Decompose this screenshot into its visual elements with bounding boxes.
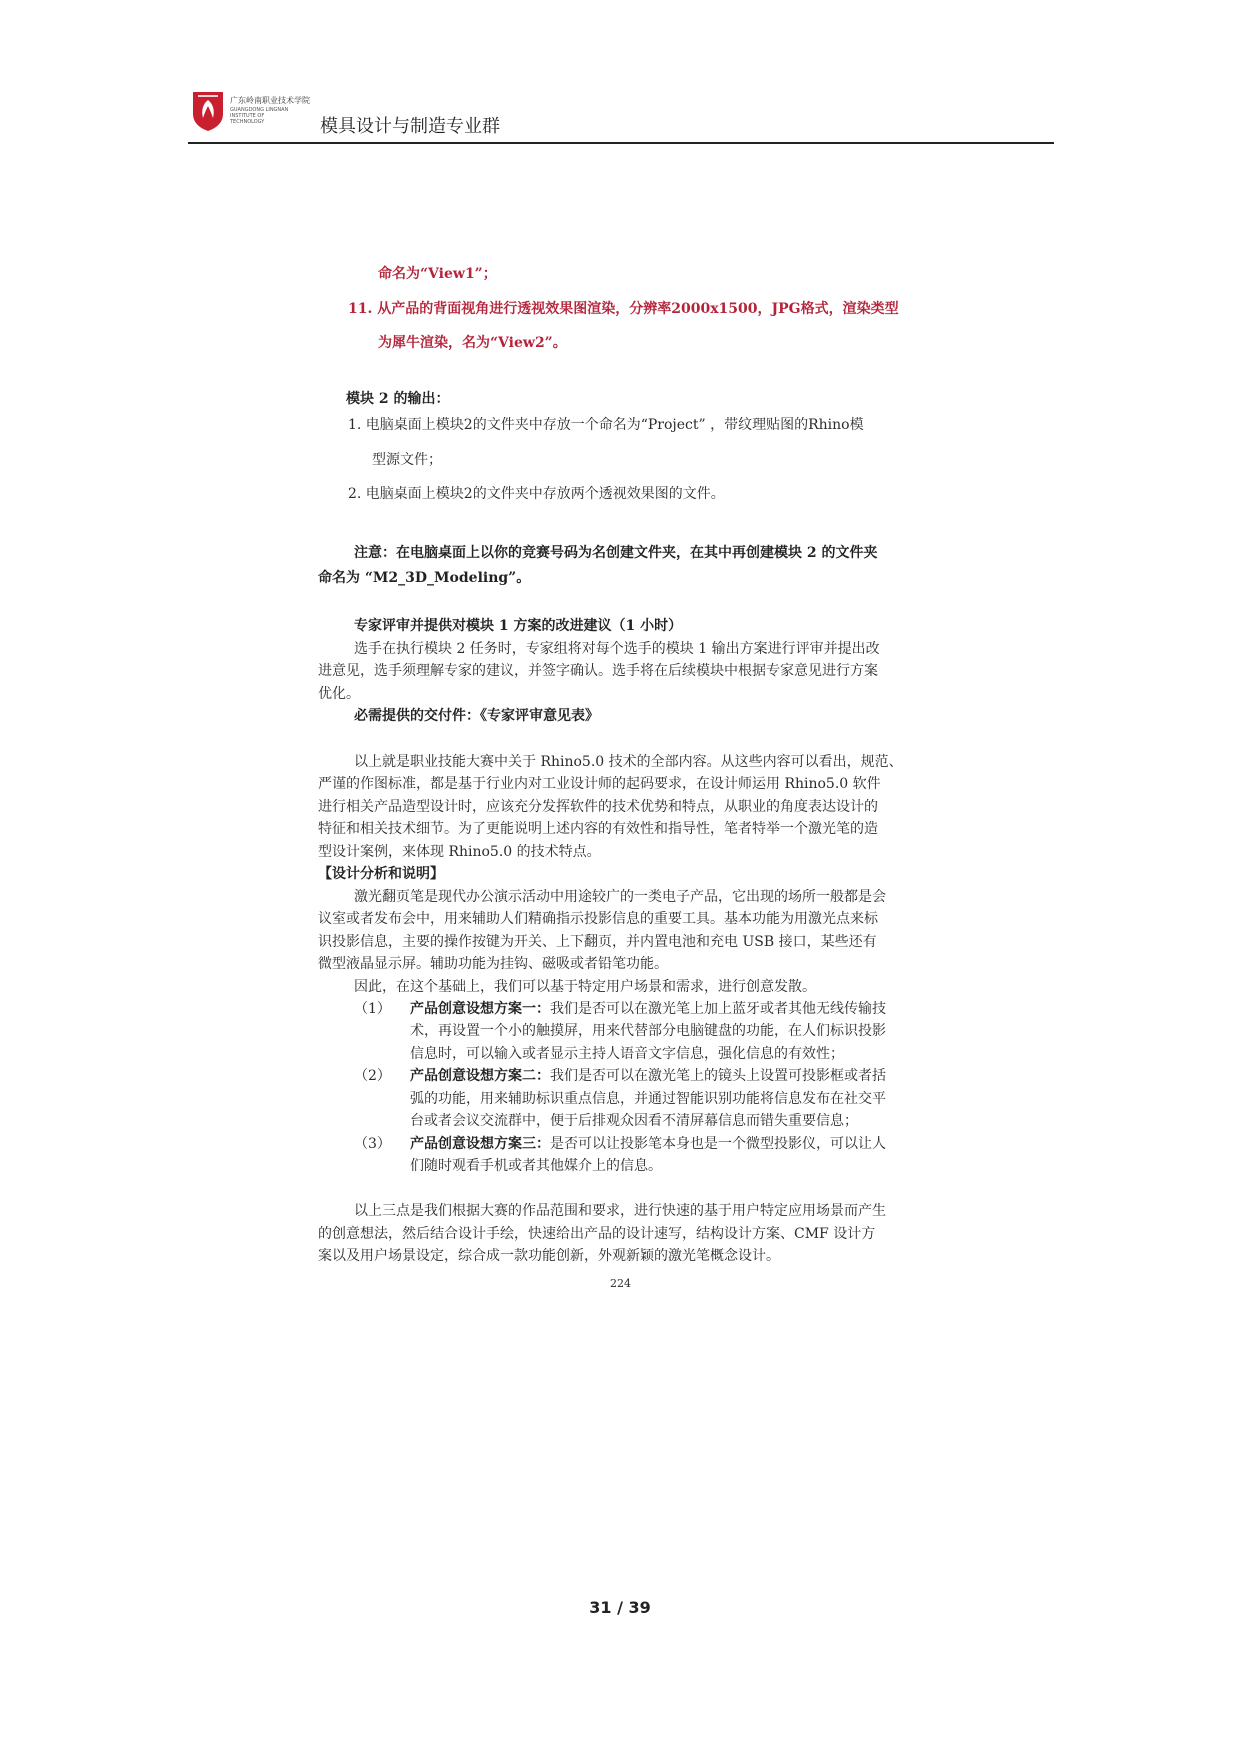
analysis-para1-line1: 激光翻页笔是现代办公演示活动中用途较广的一类电子产品，它出现的场所一般都是会 bbox=[354, 889, 886, 905]
inner-page-number: 224 bbox=[610, 1277, 631, 1290]
design-analysis-heading: 【设计分析和说明】 bbox=[318, 866, 444, 882]
item-11-line2: 为犀牛渲染，名为“View2”。 bbox=[378, 335, 567, 351]
proposal-2-line1-rest: 我们是否可以在激光笔上的镜头上设置可投影框或者括 bbox=[550, 1068, 886, 1084]
analysis-para2: 因此，在这个基础上，我们可以基于特定用户场景和需求，进行创意发散。 bbox=[354, 979, 816, 995]
analysis-para1-line2: 议室或者发布会中，用来辅助人们精确指示投影信息的重要工具。基本功能为用激光点来标 bbox=[318, 911, 878, 927]
note-line1: 注意：在电脑桌面上以你的竞赛号码为名创建文件夹，在其中再创建模块 2 的文件夹 bbox=[354, 545, 878, 561]
output-item1-line1: 1. 电脑桌面上模块2的文件夹中存放一个命名为“Project” ，带纹理贴图的Rhino模 bbox=[348, 417, 864, 433]
expert-review-heading: 专家评审并提供对模块 1 方案的改进建议（1 小时） bbox=[354, 618, 683, 634]
item-11-line1: 11. 从产品的背面视角进行透视效果图渲染，分辨率2000x1500，JPG格式，渲染类型 bbox=[348, 301, 899, 317]
proposal-2-number: （2） bbox=[354, 1068, 391, 1084]
header-title: 模具设计与制造专业群 bbox=[320, 116, 500, 137]
conclusion-line2: 的创意想法，然后结合设计手绘，快速给出产品的设计速写，结构设计方案、CMF 设计方 bbox=[318, 1226, 876, 1242]
analysis-para1-line3: 识投影信息，主要的操作按键为开关、上下翻页，并内置电池和充电 USB 接口，某些还有 bbox=[318, 934, 877, 950]
proposal-3-title: 产品创意设想方案三： bbox=[410, 1136, 550, 1152]
proposal-3-line2: 们随时观看手机或者其他媒介上的信息。 bbox=[410, 1158, 662, 1174]
output-item1-line2: 型源文件； bbox=[372, 452, 442, 468]
proposal-1-title: 产品创意设想方案一： bbox=[410, 1001, 550, 1017]
analysis-para1-line4: 微型液晶显示屏。辅助功能为挂钩、磁吸或者铅笔功能。 bbox=[318, 956, 668, 972]
conclusion-line3: 案以及用户场景设定，综合成一款功能创新，外观新颖的激光笔概念设计。 bbox=[318, 1248, 780, 1264]
proposal-1-line2: 术，再设置一个小的触摸屏，用来代替部分电脑键盘的功能，在人们标识投影 bbox=[410, 1023, 886, 1039]
proposal-2-line1 bbox=[410, 1067, 886, 1085]
expert-para-line1: 选手在执行模块 2 任务时，专家组将对每个选手的模块 1 输出方案进行评审并提出改 bbox=[354, 641, 880, 657]
proposal-3-line1 bbox=[410, 1135, 886, 1153]
footer-page-indicator: 31 / 39 bbox=[589, 1598, 651, 1617]
conclusion-line1: 以上三点是我们根据大赛的作品范围和要求，进行快速的基于用户特定应用场景而产生 bbox=[354, 1203, 886, 1219]
proposal-2-line2: 弧的功能，用来辅助标识重点信息，并通过智能识别功能将信息发布在社交平 bbox=[410, 1091, 886, 1107]
proposal-1-line1-rest: 我们是否可以在激光笔上加上蓝牙或者其他无线传输技 bbox=[550, 1001, 886, 1017]
expert-para-line3: 优化。 bbox=[318, 686, 360, 702]
school-name-en: GUANGDONG LINGNAN INSTITUTE OF TECHNOLOGY bbox=[230, 107, 289, 125]
note-line2: 命名为 “M2_3D_Modeling”。 bbox=[318, 570, 531, 586]
red-line-view1: 命名为“View1”； bbox=[378, 266, 497, 282]
deliverable-line: 必需提供的交付件：《专家评审意见表》 bbox=[354, 708, 599, 724]
summary-line3: 进行相关产品造型设计时，应该充分发挥软件的技术优势和特点，从职业的角度表达设计的 bbox=[318, 799, 878, 815]
module2-output-heading: 模块 2 的输出： bbox=[346, 391, 450, 407]
proposal-1-line1 bbox=[410, 1000, 886, 1018]
summary-line5: 型设计案例，来体现 Rhino5.0 的技术特点。 bbox=[318, 844, 601, 860]
school-logo-icon bbox=[192, 90, 224, 132]
expert-para-line2: 进意见，选手须理解专家的建议，并签字确认。选手将在后续模块中根据专家意见进行方案 bbox=[318, 663, 878, 679]
proposal-1-line3: 信息时，可以输入或者显示主持人语音文字信息，强化信息的有效性； bbox=[410, 1046, 844, 1062]
summary-line4: 特征和相关技术细节。为了更能说明上述内容的有效性和指导性，笔者特举一个激光笔的造 bbox=[318, 821, 878, 837]
summary-line1: 以上就是职业技能大赛中关于 Rhino5.0 技术的全部内容。从这些内容可以看出，规范、 bbox=[354, 754, 903, 770]
header-divider bbox=[188, 142, 1054, 144]
proposal-2-line3: 台或者会议交流群中，便于后排观众因看不清屏幕信息而错失重要信息； bbox=[410, 1113, 858, 1129]
proposal-1-number: （1） bbox=[354, 1001, 391, 1017]
summary-line2: 严谨的作图标准，都是基于行业内对工业设计师的起码要求，在设计师运用 Rhino5.0 软件 bbox=[318, 776, 881, 792]
proposal-3-number: （3） bbox=[354, 1136, 391, 1152]
output-item2: 2. 电脑桌面上模块2的文件夹中存放两个透视效果图的文件。 bbox=[348, 486, 725, 502]
school-name-cn: 广东岭南职业技术学院 bbox=[230, 96, 310, 105]
proposal-3-line1-rest: 是否可以让投影笔本身也是一个微型投影仪，可以让人 bbox=[550, 1136, 886, 1152]
proposal-2-title: 产品创意设想方案二： bbox=[410, 1068, 550, 1084]
